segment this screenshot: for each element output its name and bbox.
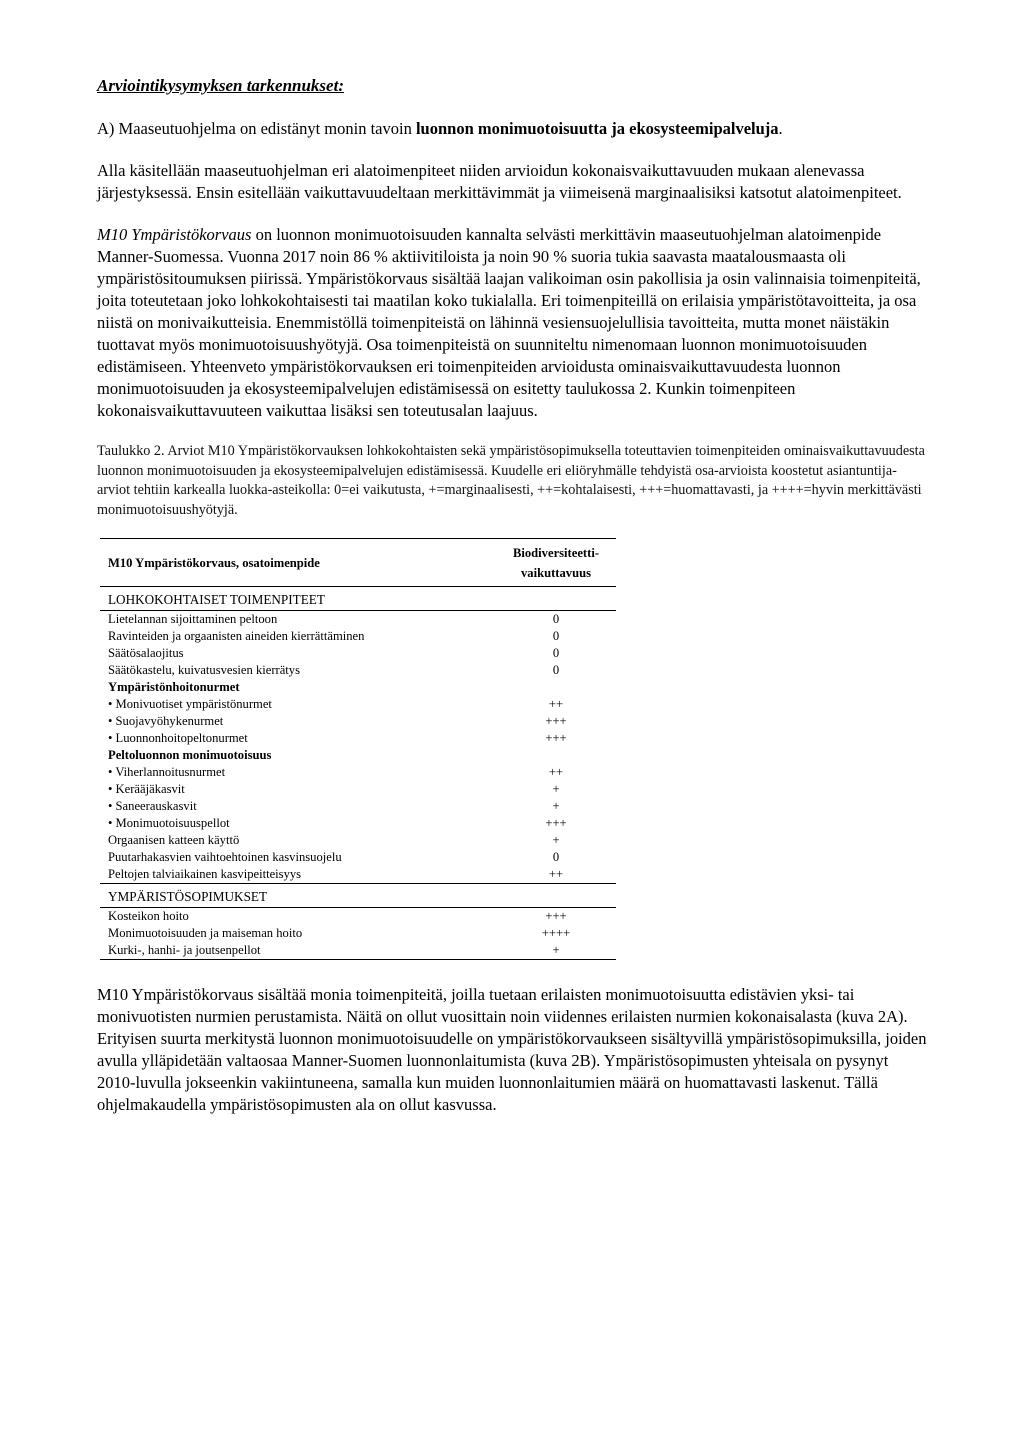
paragraph-intro: Alla käsitellään maaseutuohjelman eri alatoimenpiteet niiden arvioidun kokonaisvaikuttavuuden mukaan alenevassa järjestyksessä. Ensin esitellään vaikuttavuudeltaan merkittävimmät ja viimeisenä marginaalisiksi katsotut alatoimenpiteet. [97,161,902,202]
table-row [100,747,616,764]
table-header-row [100,539,616,587]
table-row [100,849,616,866]
table-row [100,713,616,730]
table-header-col2 [496,539,616,587]
table-cell-value: + [552,833,560,847]
table-cell-value: + [552,782,560,796]
table-row [100,942,616,960]
table-cell-value: ++++ [541,926,571,940]
table-section-label: YMPÄRISTÖSOPIMUKSET [100,884,616,908]
table-cell-measure: Puutarhakasvien vaihtoehtoinen kasvinsuojelu [108,850,342,864]
table-row [100,696,616,713]
table-cell-measure: Peltoluonnon monimuotoisuus [108,748,272,762]
table-cell-value: ++ [548,867,564,881]
table-cell-measure: • Suojavyöhykenurmet [108,714,224,728]
table-cell-value [496,679,616,696]
table-cell-value: ++ [548,697,564,711]
table-cell-measure: Ympäristönhoitonurmet [108,680,240,694]
paragraph-m10 [97,224,929,422]
table-body [100,539,616,960]
table-cell-measure: Säätökastelu, kuivatusvesien kierrätys [108,663,301,677]
table-cell-measure: • Luonnonhoitopeltonurmet [108,731,248,745]
table-cell-measure: Säätösalaojitus [108,646,184,660]
paragraph-a-prefix: A) Maaseutuohjelma on edistänyt monin tavoin [97,119,416,138]
table-cell-value: 0 [552,663,560,677]
table-cell-measure: Lietelannan sijoittaminen peltoon [108,612,278,626]
section-heading: Arviointikysymyksen tarkennukset: [97,76,344,95]
paragraph-final: M10 Ympäristökorvaus sisältää monia toimenpiteitä, joilla tuetaan erilaisten monimuotoisuutta edistävien yksi- tai monivuotisten nurmien perustamista. Näitä on ollut vuosittain noin viidennes erilaisten nurmien kokonaisalasta (kuva 2A). Erityisen suurta merkitystä luonnon monimuotoisuudelle on ympäristökorvaukseen sisältyvillä ympäristösopimuksilla, joiden avulla ylläpidetään valtaosaa Manner-Suomen luonnonlaitumista (kuva 2B). Ympäristösopimusten yhteisala on pysynyt 2010-luvulla jokseenkin vakiintuneena, samalla kun muiden luonnonlaitumien määrä on huomattavasti laskenut. Tällä ohjelmakaudella ympäristösopimusten ala on ollut kasvussa. [97,985,927,1114]
table-row [100,866,616,884]
table-cell-measure: Monimuotoisuuden ja maiseman hoito [108,926,303,940]
paragraph-a [97,118,929,140]
table-row [100,781,616,798]
table-section-label: LOHKOKOHTAISET TOIMENPITEET [100,587,616,611]
table-section-row [100,587,616,611]
table-cell-measure: Peltojen talviaikainen kasvipeitteisyys [108,867,302,881]
table-row [100,645,616,662]
table-cell-value: + [496,942,616,960]
table-row [100,798,616,815]
table-row [100,764,616,781]
table-section-row [100,884,616,908]
table-cell-value: 0 [552,850,560,864]
table-row [100,611,616,629]
table-row [100,832,616,849]
table-cell-measure: • Monivuotiset ympäristönurmet [108,697,272,711]
table-cell-value: +++ [545,909,567,923]
table-header-col1: M10 Ympäristökorvaus, osatoimenpide [100,539,496,587]
table-header-col2-line2: vaikuttavuus [521,566,591,580]
table-row [100,925,616,942]
document-page [97,76,929,1116]
table-header-col2-line1: Biodiversiteetti- [512,546,600,560]
table-cell-value [496,747,616,764]
table-row [100,679,616,696]
table-cell-measure: • Viherlannoitusnurmet [108,765,226,779]
table-cell-value: +++ [545,731,567,745]
table-cell-measure: Ravinteiden ja orgaanisten aineiden kierrättäminen [108,629,365,643]
table-row [100,730,616,747]
table-cell-value: 0 [552,629,560,643]
paragraph-m10-italic: M10 Ympäristökorvaus [97,225,252,244]
table-cell-value: 0 [552,646,560,660]
table-cell-measure: Orgaanisen katteen käyttö [108,833,240,847]
paragraph-a-suffix: . [778,119,783,138]
table-row [100,628,616,645]
table-cell-measure: Kurki-, hanhi- ja joutsenpellot [100,942,496,960]
table-cell-value: + [552,799,560,813]
table-cell-value: +++ [545,816,567,830]
table-cell-value: 0 [552,612,560,626]
table-row [100,662,616,679]
table-cell-value: +++ [545,714,567,728]
table-row [100,908,616,926]
table-cell-measure: • Monimuotoisuuspellot [108,816,230,830]
table-row [100,815,616,832]
paragraph-m10-text: on luonnon monimuotoisuuden kannalta selvästi merkittävin maaseutuohjelman alatoimenpide Manner-Suomessa. Vuonna 2017 noin 86 % aktiivitiloista ja noin 90 % suoria tukia saavasta maatalousmaasta oli ympäristösitoumuksen piirissä. Ympäristökorvaus sisältää laajan valikoiman osin pakollisia ja osin valinnaisia toimenpiteitä, joita toteutetaan joko lohkokohtaisesti tai maatilan koko tukialalla. Eri toimenpiteillä on erilaisia ympäristötavoitteita, ja osa niistä on monivaikutteisia. Enemmistöllä toimenpiteistä on lähinnä vesiensuojelullisia tavoitteita, mutta monet näistäkin tuottavat myös monimuotoisuushyötyjä. Osa toimenpiteistä on suunniteltu nimenomaan luonnon monimuotoisuuden edistämiseen. Yhteenveto ympäristökorvauksen eri toimenpiteiden arvioidusta ominaisvaikuttavuudesta luonnon monimuotoisuuden ja ekosysteemipalvelujen edistämisessä on esitetty taulukossa 2. Kunkin toimenpiteen kokonaisvaikuttavuuteen vaikuttaa lisäksi sen toteutusalan laajuus. [97,225,921,420]
table-cell-measure: Kosteikon hoito [108,909,189,923]
table-cell-value: ++ [548,765,564,779]
table-caption: Taulukko 2. Arviot M10 Ympäristökorvauksen lohkokohtaisten sekä ympäristösopimuksella toteuttavien toimenpiteiden ominaisvaikuttavuudesta luonnon monimuotoisuuden ja ekosysteemipalvelujen edistämisessä. Kuudelle eri eliöryhmälle tehdyistä osa-arvioista koostetut asiantuntija-arviot tehtiin karkealla luokka-asteikolla: 0=ei vaikutusta, +=marginaalisesti, ++=kohtalaisesti, +++=huomattavasti, ja ++++=hyvin merkittävästi monimuotoisuushyötyjä. [97,443,925,518]
table-cell-measure: • Kerääjäkasvit [108,782,185,796]
paragraph-a-bold: luonnon monimuotoisuutta ja ekosysteemipalveluja [415,119,779,138]
measures-table [100,538,616,960]
table-cell-measure: • Saneerauskasvit [108,799,197,813]
